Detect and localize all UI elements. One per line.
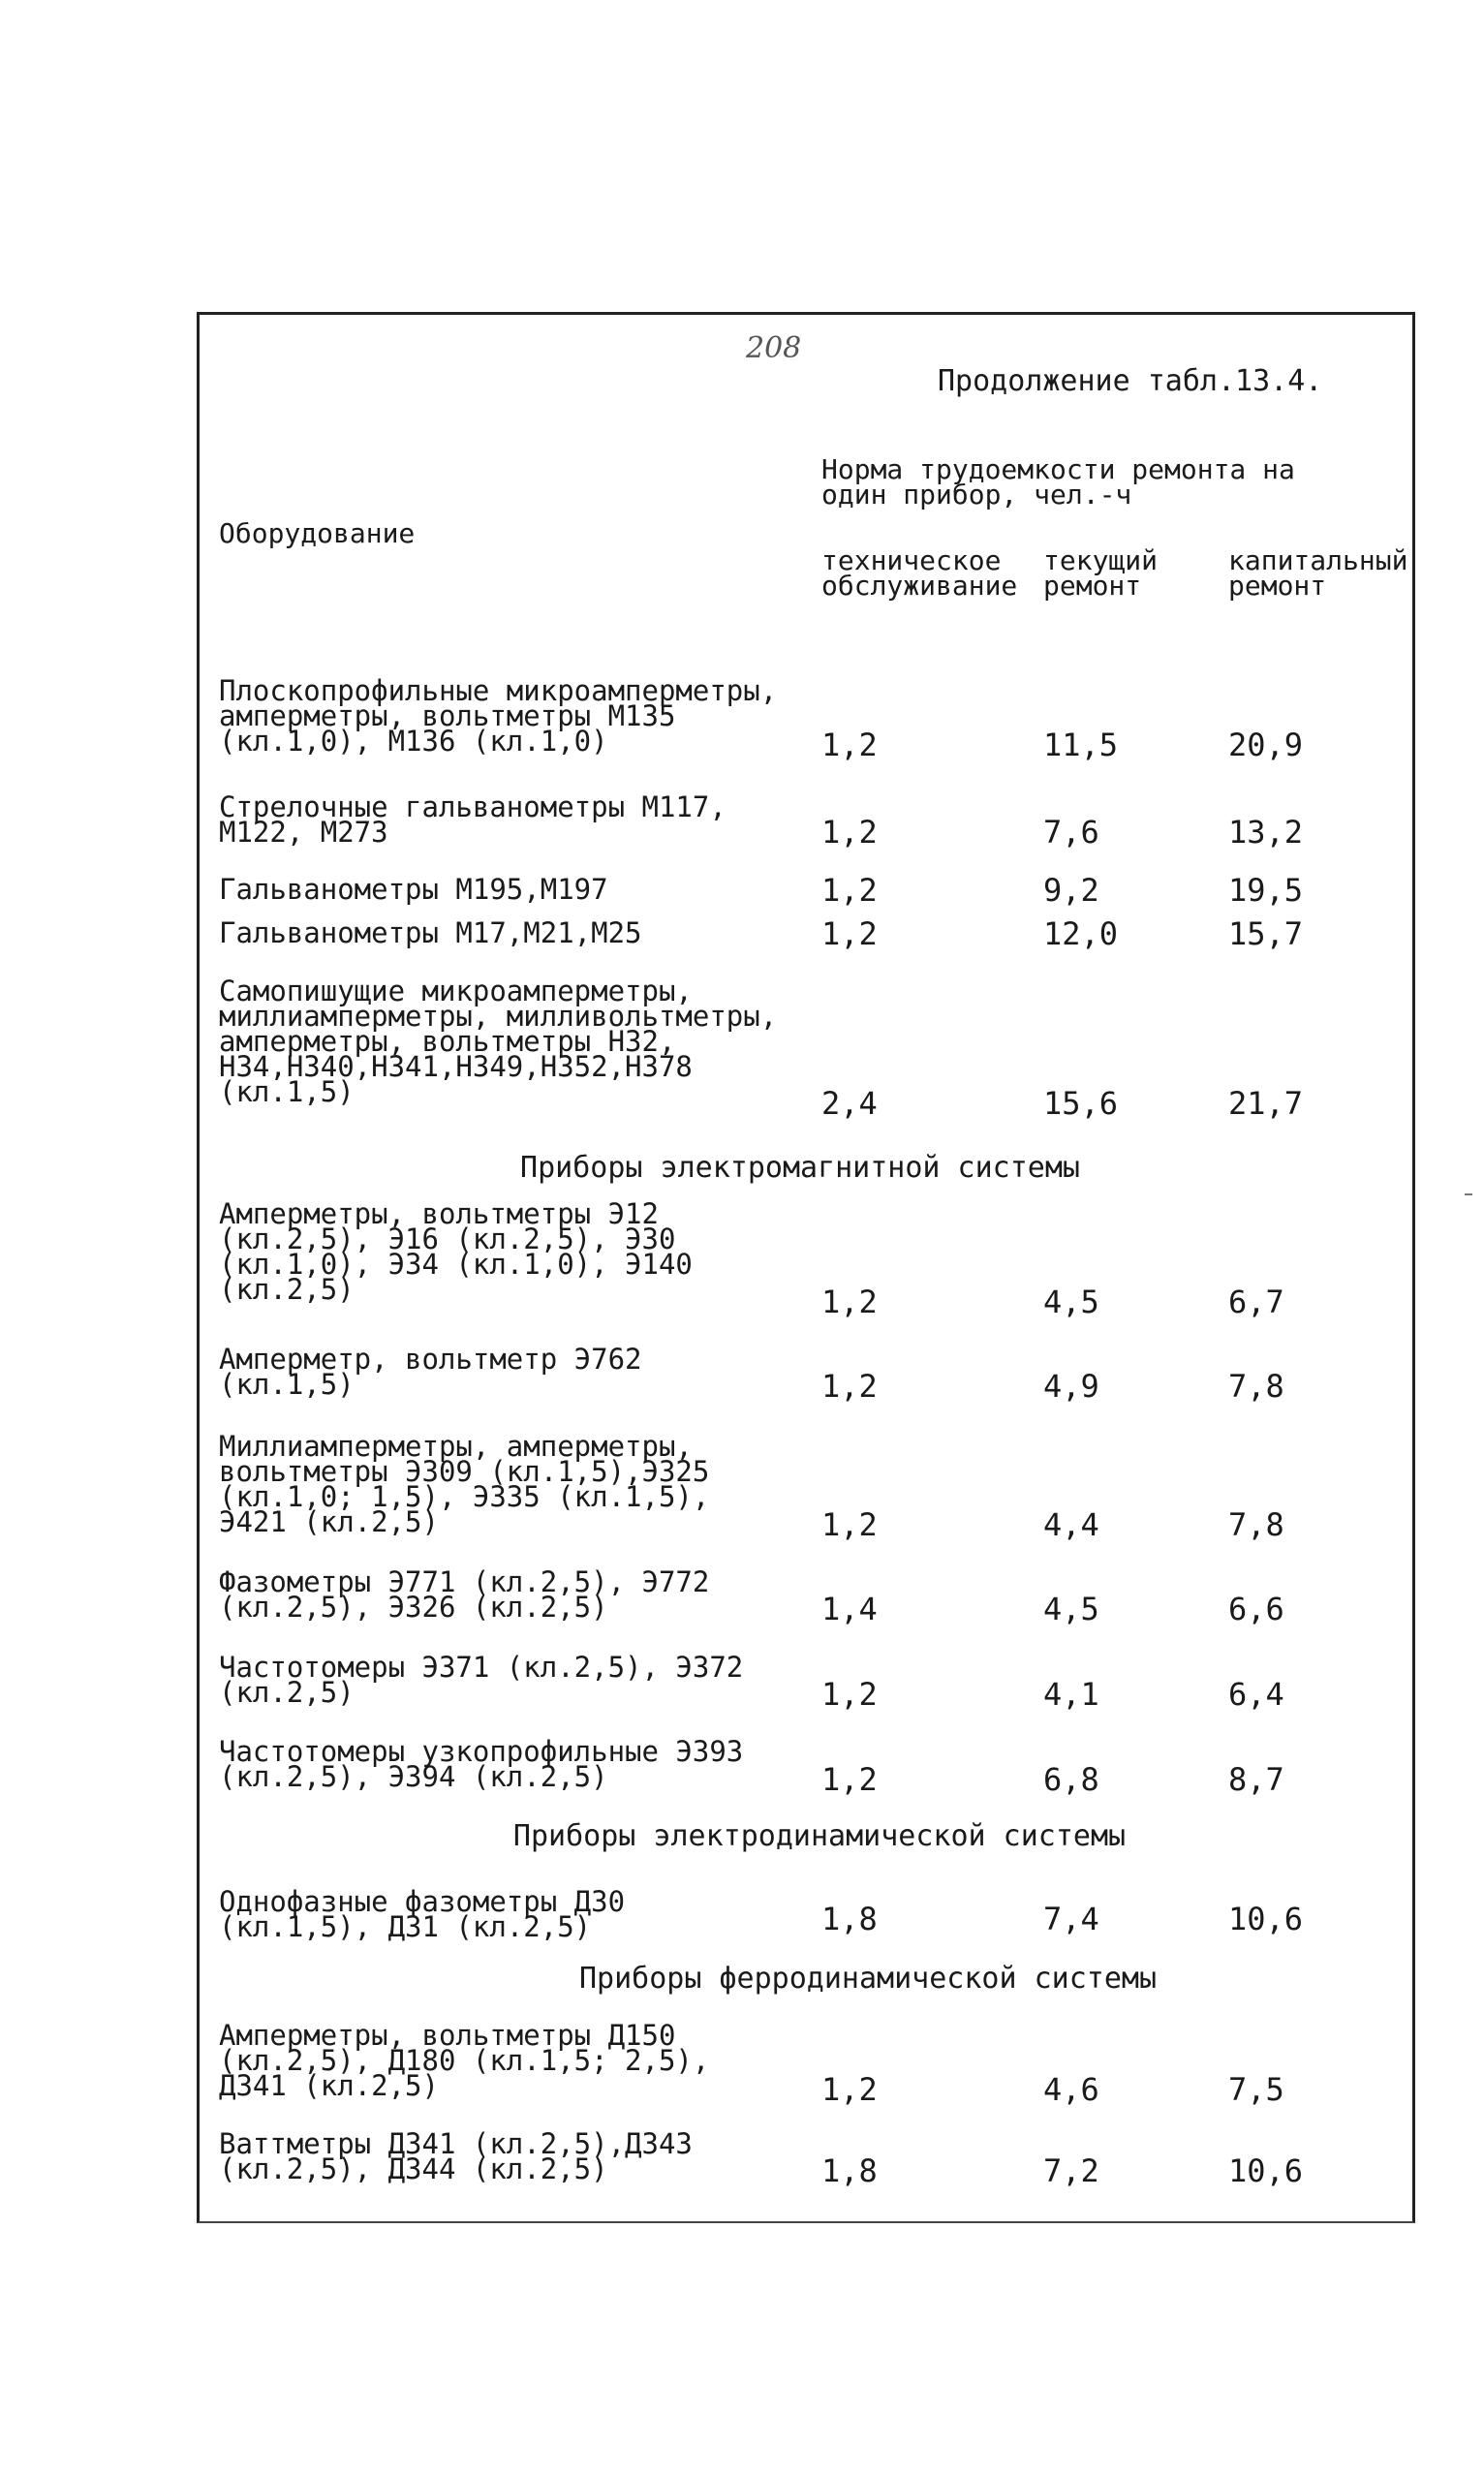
row-b6-capital: 8,7 — [1228, 1761, 1284, 1798]
row-b2-current: 4,9 — [1043, 1368, 1099, 1405]
row-b6-maintenance: 1,2 — [821, 1761, 878, 1798]
header-col-maintenance: техническое обслуживание — [821, 544, 1018, 602]
row-b5-capital: 6,4 — [1228, 1676, 1284, 1713]
row-b6-current: 6,8 — [1043, 1761, 1099, 1798]
section-electrodynamic: Приборы электродинамической системы — [512, 1819, 1127, 1853]
row-b4-current: 4,5 — [1043, 1591, 1099, 1627]
row-a5-maintenance: 2,4 — [821, 1085, 878, 1122]
row-d1-current: 4,6 — [1043, 2071, 1099, 2108]
row-b1-current: 4,5 — [1043, 1284, 1099, 1320]
row-a3-maintenance: 1,2 — [821, 872, 878, 909]
table-continuation-title: Продолжение табл.13.4. — [938, 364, 1323, 398]
row-b1-name: Амперметры, вольтметры Э12 (кл.2,5), Э16 (кл.2,5), Э30 (кл.1,0), Э34 (кл.1,0), Э140 (кл.2,5) — [219, 1197, 693, 1306]
row-b6-name: Частотомеры узкопрофильные Э393 (кл.2,5), Э394 (кл.2,5) — [219, 1735, 744, 1793]
row-a2-maintenance: 1,2 — [821, 814, 878, 851]
row-a1-current: 11,5 — [1043, 727, 1119, 763]
row-c1-maintenance: 1,8 — [821, 1901, 878, 1937]
section-ferrodynamic: Приборы ферродинамической системы — [578, 1962, 1158, 1996]
row-b3-capital: 7,8 — [1228, 1506, 1284, 1543]
row-d1-maintenance: 1,2 — [821, 2071, 878, 2108]
row-b2-maintenance: 1,2 — [821, 1368, 878, 1405]
margin-mark — [1465, 1193, 1472, 1195]
row-b4-capital: 6,6 — [1228, 1591, 1284, 1627]
row-d2-name: Ваттметры Д341 (кл.2,5),Д343 (кл.2,5), Д344 (кл.2,5) — [219, 2127, 693, 2185]
row-d2-current: 7,2 — [1043, 2152, 1099, 2189]
row-a1-capital: 20,9 — [1228, 727, 1304, 763]
header-col-current-repair: текущий ремонт — [1043, 544, 1159, 602]
row-d2-capital: 10,6 — [1228, 2152, 1304, 2189]
row-b5-current: 4,1 — [1043, 1676, 1099, 1713]
row-d1-capital: 7,5 — [1228, 2071, 1284, 2108]
row-c1-name: Однофазные фазометры Д30 (кл.1,5), Д31 (кл.2,5) — [219, 1885, 626, 1943]
row-b2-capital: 7,8 — [1228, 1368, 1284, 1405]
row-a4-current: 12,0 — [1043, 915, 1119, 952]
row-a4-name: Гальванометры М17,М21,М25 — [219, 916, 642, 949]
row-b1-capital: 6,7 — [1228, 1284, 1284, 1320]
row-b4-maintenance: 1,4 — [821, 1591, 878, 1627]
page-number: 208 — [746, 331, 802, 365]
row-a5-current: 15,6 — [1043, 1085, 1119, 1122]
row-b3-maintenance: 1,2 — [821, 1506, 878, 1543]
row-c1-current: 7,4 — [1043, 1901, 1099, 1937]
row-a5-name: Самопишущие микроамперметры, миллиамперметры, милливольтметры, амперметры, вольтметры Н32, Н34,Н340,Н341,Н349,Н352,Н378 (кл.1,5) — [219, 975, 778, 1108]
row-d2-maintenance: 1,8 — [821, 2152, 878, 2189]
row-a1-name: Плоскопрофильные микроамперметры, амперметры, вольтметры М135 (кл.1,0), М136 (кл.1,0) — [219, 674, 778, 758]
header-col-capital-repair: капитальный ремонт — [1228, 544, 1408, 602]
header-equipment: Оборудование — [219, 517, 416, 549]
row-a3-name: Гальванометры М195,М197 — [219, 873, 608, 906]
section-electromagnetic: Приборы электромагнитной системы — [520, 1151, 1080, 1185]
row-a2-current: 7,6 — [1043, 814, 1099, 851]
row-b1-maintenance: 1,2 — [821, 1284, 878, 1320]
row-a3-current: 9,2 — [1043, 872, 1099, 909]
row-b2-name: Амперметр, вольтметр Э762 (кл.1,5) — [219, 1343, 642, 1401]
row-a2-name: Стрелочные гальванометры М117, М122, М273 — [219, 790, 727, 849]
row-a1-maintenance: 1,2 — [821, 727, 878, 763]
row-a4-maintenance: 1,2 — [821, 915, 878, 952]
row-b5-name: Частотомеры Э371 (кл.2,5), Э372 (кл.2,5) — [219, 1651, 744, 1709]
row-b4-name: Фазометры Э771 (кл.2,5), Э772 (кл.2,5), Э326 (кл.2,5) — [219, 1565, 710, 1624]
row-a2-capital: 13,2 — [1228, 814, 1304, 851]
row-a3-capital: 19,5 — [1228, 872, 1304, 909]
row-a4-capital: 15,7 — [1228, 915, 1304, 952]
header-norm: Норма трудоемкости ремонта на один прибор, чел.-ч — [821, 453, 1295, 511]
row-a5-capital: 21,7 — [1228, 1085, 1304, 1122]
row-b5-maintenance: 1,2 — [821, 1676, 878, 1713]
row-b3-current: 4,4 — [1043, 1506, 1099, 1543]
row-d1-name: Амперметры, вольтметры Д150 (кл.2,5), Д180 (кл.1,5; 2,5), Д341 (кл.2,5) — [219, 2019, 710, 2102]
row-b3-name: Миллиамперметры, амперметры, вольтметры Э309 (кл.1,5),Э325 (кл.1,0; 1,5), Э335 (кл.1,5), Э421 (кл.2,5) — [219, 1430, 710, 1538]
row-c1-capital: 10,6 — [1228, 1901, 1304, 1937]
